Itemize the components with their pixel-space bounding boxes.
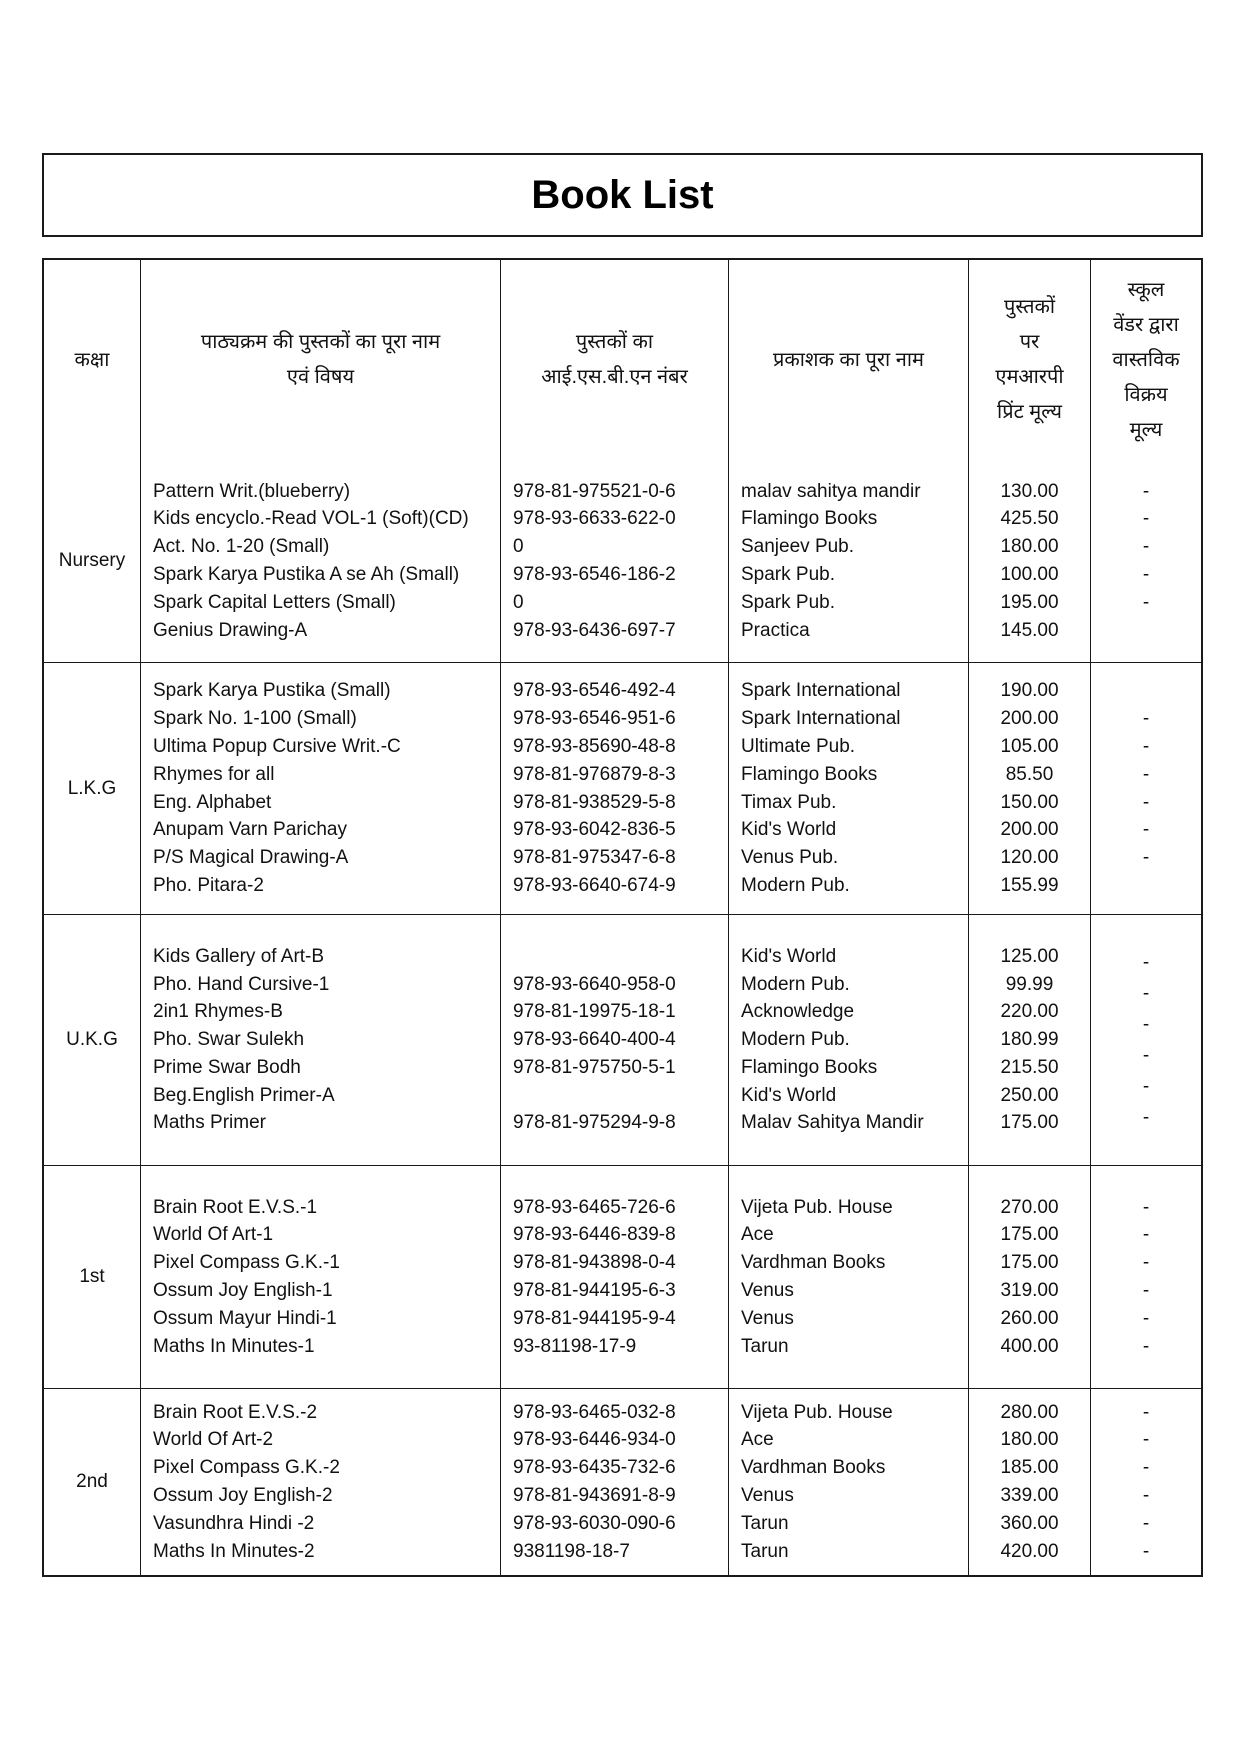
publisher-cell xyxy=(728,1389,968,1575)
isbn-value: 978-93-6446-839-8 xyxy=(513,1224,676,1246)
publisher-cell xyxy=(728,460,968,662)
publisher-name: Flamingo Books xyxy=(741,1056,878,1078)
mrp-value: 220.00 xyxy=(1000,1001,1059,1023)
book-name: 2in1 Rhymes-B xyxy=(153,1001,283,1023)
isbn-cell xyxy=(500,460,728,662)
vendor-price-value: - xyxy=(1142,508,1150,530)
vendor-price-value: - xyxy=(1142,1457,1150,1479)
vendor-cell xyxy=(1090,460,1201,662)
header-label: पर xyxy=(1019,331,1040,353)
mrp-value: 250.00 xyxy=(1000,1084,1059,1106)
isbn-value: 978-81-943691-8-9 xyxy=(513,1485,676,1506)
publisher-name: Practica xyxy=(741,619,810,641)
isbn-value: 978-93-85690-48-8 xyxy=(513,735,676,757)
book-name: Prime Swar Bodh xyxy=(153,1056,301,1078)
vendor-price-value: - xyxy=(1142,763,1150,785)
isbn-value xyxy=(513,943,518,971)
header-label: प्रकाशक का पूरा नाम xyxy=(772,348,925,371)
class-label: 1st xyxy=(79,1266,105,1288)
isbn-value: 978-81-944195-6-3 xyxy=(513,1280,676,1301)
mrp-value: 155.99 xyxy=(1000,874,1059,896)
book-name: Pho. Pitara-2 xyxy=(153,874,264,896)
isbn-value: 978-81-938529-5-8 xyxy=(513,791,676,813)
publisher-name: Vardhman Books xyxy=(741,1252,886,1274)
vendor-price-value xyxy=(1143,677,1148,705)
isbn-value: 978-81-943898-0-4 xyxy=(513,1252,676,1274)
vendor-cell xyxy=(1090,663,1201,914)
vendor-price-value: - xyxy=(1142,1280,1150,1301)
vendor-price-value: - xyxy=(1142,564,1150,585)
book-name: Maths In Minutes-1 xyxy=(153,1335,315,1357)
mrp-value: 150.00 xyxy=(1000,791,1059,813)
vendor-price-value: - xyxy=(1142,1512,1150,1534)
header-cell-0 xyxy=(44,260,140,460)
mrp-value: 180.00 xyxy=(1000,536,1059,558)
book-name: Ossum Joy English-1 xyxy=(153,1280,333,1301)
book-name: World Of Art-1 xyxy=(153,1224,274,1246)
mrp-value: 195.00 xyxy=(1000,591,1059,613)
book-name: Spark No. 1-100 (Small) xyxy=(153,708,357,730)
book-name: P/S Magical Drawing-A xyxy=(153,847,349,869)
header-label: एवं विषय xyxy=(286,366,355,388)
header-cell-4 xyxy=(968,260,1090,460)
mrp-value: 319.00 xyxy=(1000,1280,1059,1301)
isbn-value: 978-93-6546-951-6 xyxy=(513,708,676,730)
publisher-cell xyxy=(728,915,968,1165)
publisher-name: Venus xyxy=(741,1280,794,1301)
title-box xyxy=(42,153,1203,237)
book-name: Rhymes for all xyxy=(153,763,275,785)
book-name: Beg.English Primer-A xyxy=(153,1084,335,1106)
header-label: वास्तविक xyxy=(1112,348,1180,371)
isbn-value: 978-93-6465-726-6 xyxy=(513,1196,676,1218)
mrp-value: 85.50 xyxy=(1005,763,1054,785)
isbn-value: 978-93-6640-400-4 xyxy=(513,1029,676,1051)
mrp-value: 99.99 xyxy=(1005,973,1054,995)
mrp-value: 105.00 xyxy=(1000,735,1059,757)
section-row-ukg xyxy=(44,914,1201,1165)
isbn-cell xyxy=(500,915,728,1165)
publisher-name: Modern Pub. xyxy=(741,874,850,896)
vendor-price-value xyxy=(1143,872,1148,900)
header-label: पुस्तकों का xyxy=(575,331,654,353)
mrp-value: 120.00 xyxy=(1000,847,1059,869)
mrp-value: 175.00 xyxy=(1000,1252,1059,1274)
book-name: Pho. Swar Sulekh xyxy=(153,1029,305,1051)
book-name: Ossum Joy English-2 xyxy=(153,1485,333,1506)
header-label: प्रिंट मूल्य xyxy=(997,401,1062,423)
mrp-value: 180.00 xyxy=(1000,1429,1059,1451)
publisher-name: Vijeta Pub. House xyxy=(741,1401,893,1423)
mrp-cell xyxy=(968,1166,1090,1388)
header-label: कक्षा xyxy=(74,348,110,371)
class-cell xyxy=(44,460,140,662)
vendor-price-value: - xyxy=(1142,480,1150,502)
mrp-cell xyxy=(968,915,1090,1165)
publisher-cell xyxy=(728,663,968,914)
isbn-value xyxy=(513,1082,518,1110)
vendor-price-value: - xyxy=(1142,1107,1150,1128)
isbn-value: 0 xyxy=(513,536,524,558)
mrp-value: 200.00 xyxy=(1000,708,1059,730)
publisher-name: Venus Pub. xyxy=(741,847,839,869)
isbn-value: 978-93-6640-958-0 xyxy=(513,973,676,995)
book-name: Ossum Mayur Hindi-1 xyxy=(153,1307,337,1329)
mrp-value: 100.00 xyxy=(1000,564,1059,585)
isbn-value: 978-81-975347-6-8 xyxy=(513,847,676,869)
publisher-name: Malav Sahitya Mandir xyxy=(741,1112,924,1134)
header-cell-5 xyxy=(1090,260,1201,460)
mrp-value: 270.00 xyxy=(1000,1196,1059,1218)
isbn-value: 9381198-18-7 xyxy=(513,1540,630,1562)
publisher-name: Tarun xyxy=(741,1512,789,1534)
publisher-name: Modern Pub. xyxy=(741,1029,850,1051)
vendor-price-value: - xyxy=(1142,1307,1150,1329)
vendor-price-value: - xyxy=(1142,1252,1150,1274)
book-name: Pixel Compass G.K.-1 xyxy=(153,1252,340,1274)
isbn-value: 978-81-975750-5-1 xyxy=(513,1056,676,1078)
mrp-value: 185.00 xyxy=(1000,1457,1059,1479)
class-cell xyxy=(44,1166,140,1388)
books-cell xyxy=(140,1389,500,1575)
mrp-value: 425.50 xyxy=(1000,508,1059,530)
book-name: Kids Gallery of Art-B xyxy=(153,945,325,967)
isbn-value: 0 xyxy=(513,591,524,613)
book-name: Genius Drawing-A xyxy=(153,619,308,641)
isbn-value: 978-93-6546-492-4 xyxy=(513,680,676,702)
header-cell-1 xyxy=(140,260,500,460)
book-name: Brain Root E.V.S.-2 xyxy=(153,1401,318,1423)
publisher-name: Flamingo Books xyxy=(741,763,878,785)
header-cell-3 xyxy=(728,260,968,460)
vendor-price-value: - xyxy=(1142,791,1150,813)
isbn-value: 978-81-975294-9-8 xyxy=(513,1112,676,1134)
mrp-cell xyxy=(968,663,1090,914)
isbn-value: 978-93-6030-090-6 xyxy=(513,1512,676,1534)
book-name: Brain Root E.V.S.-1 xyxy=(153,1196,318,1218)
book-name: Maths Primer xyxy=(153,1112,266,1134)
mrp-cell xyxy=(968,460,1090,662)
table-header-row xyxy=(44,260,1201,460)
mrp-value: 200.00 xyxy=(1000,819,1059,841)
isbn-cell xyxy=(500,1389,728,1575)
vendor-price-value: - xyxy=(1142,819,1150,841)
isbn-value: 978-81-976879-8-3 xyxy=(513,763,676,785)
publisher-name: Flamingo Books xyxy=(741,508,878,530)
isbn-cell xyxy=(500,1166,728,1388)
vendor-price-value: - xyxy=(1142,1429,1150,1451)
isbn-cell xyxy=(500,663,728,914)
table-body xyxy=(44,460,1201,1575)
publisher-name: malav sahitya mandir xyxy=(741,480,921,502)
vendor-price-value: - xyxy=(1142,1335,1150,1357)
publisher-name: Vardhman Books xyxy=(741,1457,886,1479)
book-name: Vasundhra Hindi -2 xyxy=(153,1512,315,1534)
book-name: Anupam Varn Parichay xyxy=(153,819,347,841)
vendor-price-value: - xyxy=(1142,735,1150,757)
header-label: वेंडर द्वारा xyxy=(1113,313,1179,336)
header-label: आई.एस.बी.एन नंबर xyxy=(541,366,688,388)
header-label: एमआरपी xyxy=(995,366,1064,388)
mrp-value: 339.00 xyxy=(1000,1485,1059,1506)
page-title: Book List xyxy=(531,172,714,217)
mrp-value: 215.50 xyxy=(1000,1056,1059,1078)
publisher-name: Ace xyxy=(741,1429,774,1451)
book-name: Act. No. 1-20 (Small) xyxy=(153,536,330,558)
books-cell xyxy=(140,915,500,1165)
publisher-name: Spark Pub. xyxy=(741,564,835,585)
vendor-price-value: - xyxy=(1142,1196,1150,1218)
vendor-price-value: - xyxy=(1142,1540,1150,1562)
books-cell xyxy=(140,663,500,914)
header-label: पाठ्यक्रम की पुस्तकों का पूरा नाम xyxy=(200,331,441,353)
publisher-name: Tarun xyxy=(741,1540,789,1562)
book-name: Ultima Popup Cursive Writ.-C xyxy=(153,735,401,757)
vendor-price-value: - xyxy=(1142,1014,1150,1035)
class-label: L.K.G xyxy=(67,777,117,799)
mrp-value: 260.00 xyxy=(1000,1307,1059,1329)
isbn-value: 978-93-6436-697-7 xyxy=(513,619,676,641)
vendor-price-value: - xyxy=(1142,952,1150,973)
vendor-cell xyxy=(1090,915,1201,1165)
book-name: Kids encyclo.-Read VOL-1 (Soft)(CD) xyxy=(153,508,469,530)
vendor-price-value xyxy=(1143,617,1148,645)
mrp-value: 190.00 xyxy=(1000,680,1059,702)
publisher-name: Spark International xyxy=(741,680,901,702)
vendor-price-value: - xyxy=(1142,1401,1150,1423)
mrp-value: 125.00 xyxy=(1000,945,1059,967)
mrp-value: 400.00 xyxy=(1000,1335,1059,1357)
mrp-value: 180.99 xyxy=(1000,1029,1059,1051)
book-name: World Of Art-2 xyxy=(153,1429,274,1451)
header-label: विक्रय xyxy=(1124,383,1168,406)
section-row-1st xyxy=(44,1165,1201,1388)
isbn-value: 978-93-6446-934-0 xyxy=(513,1429,676,1451)
isbn-value: 978-81-975521-0-6 xyxy=(513,480,676,502)
section-row-nursery xyxy=(44,460,1201,662)
book-name: Pho. Hand Cursive-1 xyxy=(153,973,330,995)
book-name: Eng. Alphabet xyxy=(153,791,272,813)
mrp-value: 145.00 xyxy=(1000,619,1059,641)
book-name: Spark Karya Pustika (Small) xyxy=(153,680,391,702)
publisher-name: Spark International xyxy=(741,708,901,730)
books-cell xyxy=(140,460,500,662)
mrp-value: 130.00 xyxy=(1000,480,1059,502)
isbn-value: 93-81198-17-9 xyxy=(513,1335,637,1357)
publisher-name: Timax Pub. xyxy=(741,791,837,813)
publisher-name: Kid's World xyxy=(741,945,837,967)
publisher-name: Ace xyxy=(741,1224,774,1246)
publisher-name: Venus xyxy=(741,1307,794,1329)
book-name: Spark Karya Pustika A se Ah (Small) xyxy=(153,564,460,585)
mrp-value: 175.00 xyxy=(1000,1112,1059,1134)
class-label: 2nd xyxy=(76,1471,108,1493)
mrp-value: 280.00 xyxy=(1000,1401,1059,1423)
vendor-cell xyxy=(1090,1166,1201,1388)
book-name: Pattern Writ.(blueberry) xyxy=(153,480,351,502)
mrp-value: 175.00 xyxy=(1000,1224,1059,1246)
header-label: पुस्तकों xyxy=(1003,296,1056,318)
publisher-cell xyxy=(728,1166,968,1388)
mrp-value: 420.00 xyxy=(1000,1540,1059,1562)
publisher-name: Tarun xyxy=(741,1335,789,1357)
header-label: मूल्य xyxy=(1129,418,1163,441)
header-label: स्कूल xyxy=(1127,278,1165,301)
isbn-value: 978-93-6640-674-9 xyxy=(513,874,676,896)
isbn-value: 978-93-6042-836-5 xyxy=(513,819,676,841)
vendor-price-value: - xyxy=(1142,983,1150,1004)
publisher-name: Modern Pub. xyxy=(741,973,850,995)
publisher-name: Acknowledge xyxy=(741,1001,855,1023)
publisher-name: Ultimate Pub. xyxy=(741,735,856,757)
isbn-value: 978-93-6633-622-0 xyxy=(513,508,676,530)
isbn-value: 978-93-6546-186-2 xyxy=(513,564,676,585)
mrp-value: 360.00 xyxy=(1000,1512,1059,1534)
header-cell-2 xyxy=(500,260,728,460)
isbn-value: 978-81-944195-9-4 xyxy=(513,1307,676,1329)
book-name: Maths In Minutes-2 xyxy=(153,1540,315,1562)
publisher-name: Vijeta Pub. House xyxy=(741,1196,893,1218)
class-cell xyxy=(44,1389,140,1575)
vendor-price-value: - xyxy=(1142,708,1150,730)
vendor-price-value: - xyxy=(1142,591,1150,613)
vendor-price-value: - xyxy=(1142,1485,1150,1506)
vendor-price-value: - xyxy=(1142,1045,1150,1066)
isbn-value: 978-93-6465-032-8 xyxy=(513,1401,676,1423)
book-name: Pixel Compass G.K.-2 xyxy=(153,1457,340,1479)
class-label: U.K.G xyxy=(66,1029,118,1051)
isbn-value: 978-93-6435-732-6 xyxy=(513,1457,676,1479)
books-cell xyxy=(140,1166,500,1388)
publisher-name: Sanjeev Pub. xyxy=(741,536,855,558)
vendor-price-value: - xyxy=(1142,1076,1150,1097)
vendor-cell xyxy=(1090,1389,1201,1575)
class-cell xyxy=(44,915,140,1165)
publisher-name: Venus xyxy=(741,1485,794,1506)
section-row-2nd xyxy=(44,1388,1201,1575)
vendor-price-value: - xyxy=(1142,1224,1150,1246)
section-row-lkg xyxy=(44,662,1201,914)
publisher-name: Kid's World xyxy=(741,819,837,841)
class-label: Nursery xyxy=(58,550,126,572)
class-cell xyxy=(44,663,140,914)
book-name: Spark Capital Letters (Small) xyxy=(153,591,396,613)
vendor-price-value: - xyxy=(1142,847,1150,869)
publisher-name: Kid's World xyxy=(741,1084,837,1106)
book-list-table xyxy=(42,258,1203,1577)
isbn-value: 978-81-19975-18-1 xyxy=(513,1001,676,1023)
mrp-cell xyxy=(968,1389,1090,1575)
publisher-name: Spark Pub. xyxy=(741,591,835,613)
vendor-price-value: - xyxy=(1142,536,1150,558)
